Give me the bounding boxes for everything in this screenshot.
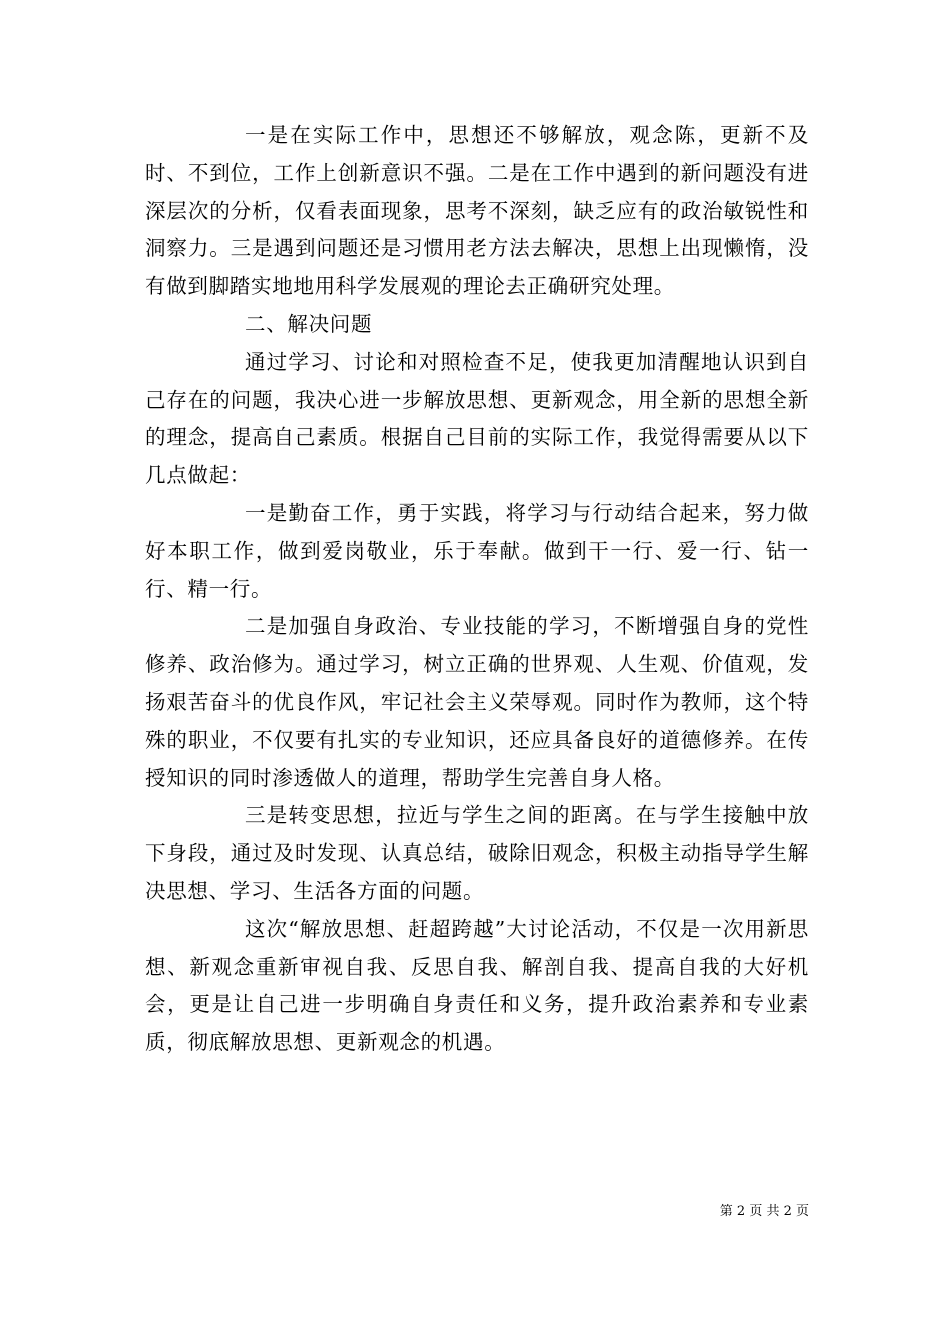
- paragraph-problems: 一是在实际工作中，思想还不够解放，观念陈，更新不及时、不到位，工作上创新意识不强。二是在工作中遇到的新问题没有进深层次的分析，仅看表面现象，思考不深刻，缺乏应有的政治敏锐性和洞察力。三是遇到问题还是习惯用老方法去解决，思想上出现懒惰，没有做到脚踏实地地用科学发展观的理论去正确研究处理。: [145, 123, 809, 299]
- paragraph-point-one: 一是勤奋工作，勇于实践，将学习与行动结合起来，努力做好本职工作，做到爱岗敬业，乐于奉献。做到干一行、爱一行、钻一行、精一行。: [145, 500, 809, 601]
- paragraph-conclusion: 这次“解放思想、赶超跨越”大讨论活动，不仅是一次用新思想、新观念重新审视自我、反思自我、解剖自我、提高自我的大好机会，更是让自己进一步明确自身责任和义务，提升政治素养和专业素质，彻底解放思想、更新观念的机遇。: [145, 916, 809, 1055]
- paragraph-point-three: 三是转变思想，拉近与学生之间的距离。在与学生接触中放下身段，通过及时发现、认真总结，破除旧观念，积极主动指导学生解决思想、学习、生活各方面的问题。: [145, 803, 809, 903]
- document-body: [145, 117, 809, 1062]
- page-number: 第 2 页 共 2 页: [719, 1204, 809, 1219]
- section-heading-solve-problems: 二、解决问题: [245, 311, 373, 336]
- paragraph-point-two: 二是加强自身政治、专业技能的学习，不断增强自身的党性修养、政治修为。通过学习，树立正确的世界观、人生观、价值观，发扬艰苦奋斗的优良作风，牢记社会主义荣辱观。同时作为教师，这个特殊的职业，不仅要有扎实的专业知识，还应具备良好的道德修养。在传授知识的同时渗透做人的道理，帮助学生完善自身人格。: [145, 614, 809, 790]
- paragraph-intro: 通过学习、讨论和对照检查不足，使我更加清醒地认识到自己存在的问题，我决心进一步解放思想、更新观念，用全新的思想全新的理念，提高自己素质。根据自己目前的实际工作，我觉得需要从以下几点做起：: [145, 349, 809, 488]
